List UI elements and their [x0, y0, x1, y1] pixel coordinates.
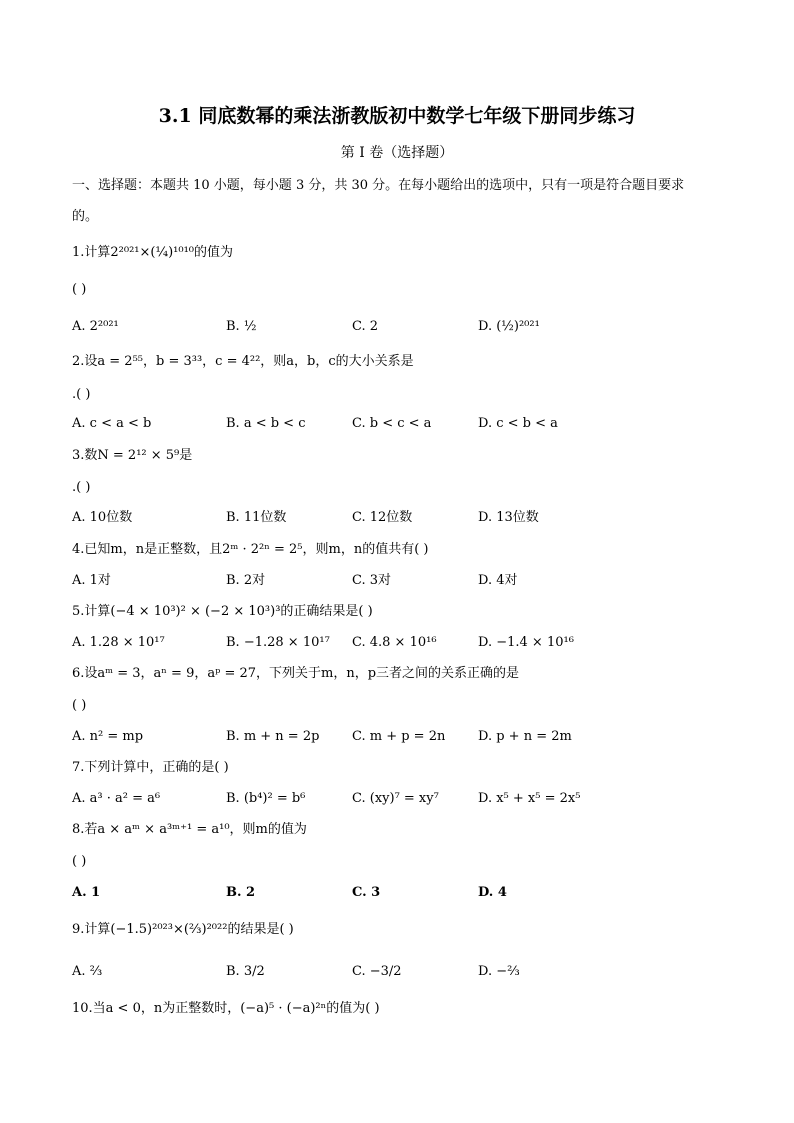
question-9-option-d: D. −⅔ [478, 964, 520, 979]
document-title: 3.1 同底数幂的乘法浙教版初中数学七年级下册同步练习 [158, 105, 636, 127]
question-8-paren: ( ) [72, 854, 87, 869]
question-2-option-c: C. b < c < a [352, 416, 432, 431]
question-6-paren: ( ) [72, 698, 87, 713]
question-2-option-d: D. c < b < a [478, 416, 558, 431]
question-4-stem: 4.已知m，n是正整数，且2ᵐ · 2²ⁿ = 2⁵，则m，n的值共有( ) [72, 542, 429, 557]
question-6-stem: 6.设aᵐ = 3，aⁿ = 9，aᵖ = 27，下列关于m，n，p三者之间的关系正确的是 [72, 666, 520, 681]
question-7-option-d: D. x⁵ + x⁵ = 2x⁵ [478, 791, 581, 806]
question-3-stem: 3.数N = 2¹² × 5⁹是 [72, 448, 193, 463]
question-2-option-a: A. c < a < b [72, 416, 152, 431]
question-6-option-b: B. m + n = 2p [226, 729, 320, 744]
question-9-stem: 9.计算(−1.5)²⁰²³×(⅔)²⁰²²的结果是( ) [72, 922, 294, 937]
question-3-option-d: D. 13位数 [478, 510, 539, 525]
question-1-option-c: C. 2 [352, 319, 379, 334]
question-3-option-b: B. 11位数 [226, 510, 287, 525]
section-instructions-line2: 的。 [72, 209, 99, 224]
question-8-option-c: C. 3 [352, 885, 381, 900]
question-7-option-b: B. (b⁴)² = b⁶ [226, 791, 306, 806]
question-4-option-c: C. 3对 [352, 573, 392, 588]
question-4-option-b: B. 2对 [226, 573, 266, 588]
question-1-stem: 1.计算2²⁰²¹×(¼)¹⁰¹⁰的值为 [72, 245, 234, 260]
question-8-option-a: A. 1 [72, 885, 101, 900]
question-1-option-d: D. (½)²⁰²¹ [478, 319, 540, 334]
question-4-option-d: D. 4对 [478, 573, 518, 588]
question-5-option-a: A. 1.28 × 10¹⁷ [72, 635, 165, 650]
question-2-option-b: B. a < b < c [226, 416, 306, 431]
question-10-stem: 10.当a < 0，n为正整数时，(−a)⁵ · (−a)²ⁿ的值为( ) [72, 1001, 380, 1016]
question-1-option-a: A. 2²⁰²¹ [72, 319, 119, 334]
question-8-stem: 8.若a × aᵐ × a³ᵐ⁺¹ = a¹⁰，则m的值为 [72, 822, 307, 837]
question-6-option-a: A. n² = mp [72, 729, 144, 744]
question-2-paren: .( ) [72, 387, 91, 402]
question-6-option-c: C. m + p = 2n [352, 729, 446, 744]
question-3-paren: .( ) [72, 480, 91, 495]
question-5-option-d: D. −1.4 × 10¹⁶ [478, 635, 574, 650]
question-7-option-c: C. (xy)⁷ = xy⁷ [352, 791, 439, 806]
question-9-option-c: C. −3/2 [352, 964, 402, 979]
question-2-stem: 2.设a = 2⁵⁵，b = 3³³，c = 4²²，则a，b，c的大小关系是 [72, 354, 414, 369]
question-6-option-d: D. p + n = 2m [478, 729, 572, 744]
question-8-option-b: B. 2 [226, 885, 256, 900]
question-8-option-d: D. 4 [478, 885, 507, 900]
question-5-option-b: B. −1.28 × 10¹⁷ [226, 635, 330, 650]
section-instructions-line1: 一、选择题：本题共 10 小题，每小题 3 分，共 30 分。在每小题给出的选项中，只有一项是符合题目要求 [72, 178, 685, 193]
question-3-option-c: C. 12位数 [352, 510, 413, 525]
question-5-stem: 5.计算(−4 × 10³)² × (−2 × 10³)³的正确结果是( ) [72, 604, 373, 619]
question-9-option-a: A. ⅔ [72, 964, 103, 979]
question-9-option-b: B. 3/2 [226, 964, 265, 979]
section-subtitle: 第 I 卷（选择题） [340, 145, 454, 161]
question-1-option-b: B. ½ [226, 319, 257, 334]
question-7-stem: 7.下列计算中，正确的是( ) [72, 760, 229, 775]
question-7-option-a: A. a³ · a² = a⁶ [72, 791, 161, 806]
question-4-option-a: A. 1对 [72, 573, 111, 588]
question-1-paren: ( ) [72, 282, 87, 297]
question-5-option-c: C. 4.8 × 10¹⁶ [352, 635, 437, 650]
question-3-option-a: A. 10位数 [72, 510, 133, 525]
